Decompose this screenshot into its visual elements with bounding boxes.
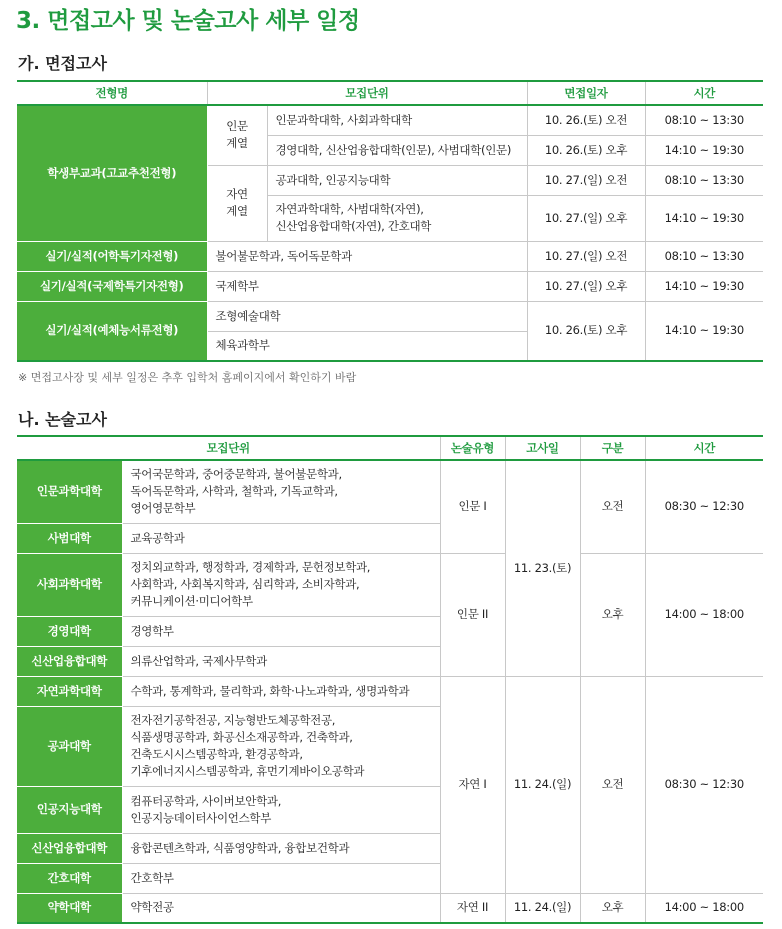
type-cell: 실기/실적(예체능서류전형) <box>17 301 207 361</box>
session-cell: 오후 <box>580 893 645 923</box>
header-cell: 논술유형 <box>440 436 505 460</box>
time-cell: 14:00 ~ 18:00 <box>645 553 763 676</box>
college-cell: 공과대학 <box>17 706 122 786</box>
table-row <box>17 105 763 135</box>
exam-date-cell: 11. 24.(일) <box>505 676 580 893</box>
date-cell: 10. 26.(토) 오후 <box>527 301 645 361</box>
time-cell: 08:30 ~ 12:30 <box>645 676 763 893</box>
college-cell: 사회과학대학 <box>17 553 122 616</box>
type-cell: 실기/실적(국제학특기자전형) <box>17 271 207 301</box>
units-cell: 경영대학, 신산업융합대학(인문), 사범대학(인문) <box>267 135 527 165</box>
time-cell: 08:30 ~ 12:30 <box>645 460 763 553</box>
units-cell: 공과대학, 인공지능대학 <box>267 165 527 195</box>
units-cell: 교육공학과 <box>122 523 440 553</box>
units-cell: 의류산업학과, 국제사무학과 <box>122 646 440 676</box>
exam-date-cell: 11. 23.(토) <box>505 460 580 676</box>
college-cell: 신산업융합대학 <box>17 646 122 676</box>
table-row <box>17 271 763 301</box>
header-cell: 고사일 <box>505 436 580 460</box>
time-cell: 14:00 ~ 18:00 <box>645 893 763 923</box>
essay-type-cell: 자연 II <box>440 893 505 923</box>
essay-table <box>17 435 763 924</box>
table-header-row <box>17 436 763 460</box>
time-cell: 08:10 ~ 13:30 <box>645 165 763 195</box>
college-cell: 약학대학 <box>17 893 122 923</box>
type-cell: 실기/실적(어학특기자전형) <box>17 241 207 271</box>
table-row <box>17 301 763 331</box>
essay-title: 나. 논술고사 <box>18 410 107 429</box>
college-cell: 경영대학 <box>17 616 122 646</box>
units-cell: 전자전기공학전공, 지능형반도체공학전공, 식품생명공학과, 화공신소재공학과, 건축학과, 건축도시시스템공학과, 환경공학과, 기후에너지시스템공학과, 휴먼기계바이오공학과 <box>122 706 440 786</box>
header-cell: 모집단위 <box>17 436 440 460</box>
units-cell: 컴퓨터공학과, 사이버보안학과, 인공지능데이터사이언스학부 <box>122 786 440 833</box>
time-cell: 14:10 ~ 19:30 <box>645 271 763 301</box>
header-cell: 시간 <box>645 436 763 460</box>
type-cell: 학생부교과(고교추천전형) <box>17 105 207 241</box>
time-cell: 08:10 ~ 13:30 <box>645 105 763 135</box>
group-cell: 자연 계열 <box>207 165 267 241</box>
essay-type-cell: 인문 II <box>440 553 505 676</box>
interview-title: 가. 면접고사 <box>18 54 107 73</box>
header-cell: 모집단위 <box>207 81 527 105</box>
interview-note: ※ 면접고사장 및 세부 일정은 추후 입학처 홈페이지에서 확인하기 바람 <box>18 371 357 384</box>
header-cell: 면접일자 <box>527 81 645 105</box>
units-cell: 융합콘텐츠학과, 식품영양학과, 융합보건학과 <box>122 833 440 863</box>
session-cell: 오후 <box>580 553 645 676</box>
units-cell: 불어불문학과, 독어독문학과 <box>207 241 527 271</box>
time-cell: 08:10 ~ 13:30 <box>645 241 763 271</box>
essay-type-cell: 자연 I <box>440 676 505 893</box>
session-cell: 오전 <box>580 460 645 553</box>
college-cell: 사범대학 <box>17 523 122 553</box>
units-cell: 자연과학대학, 사범대학(자연), 신산업융합대학(자연), 간호대학 <box>267 195 527 241</box>
table-row <box>17 460 763 523</box>
college-cell: 인공지능대학 <box>17 786 122 833</box>
table-header-row <box>17 81 763 105</box>
units-cell: 국어국문학과, 중어중문학과, 불어불문학과, 독어독문학과, 사학과, 철학과, 기독교학과, 영어영문학부 <box>122 460 440 523</box>
college-cell: 간호대학 <box>17 863 122 893</box>
session-cell: 오전 <box>580 676 645 893</box>
interview-table <box>17 80 763 362</box>
table-row <box>17 893 763 923</box>
time-cell: 14:10 ~ 19:30 <box>645 301 763 361</box>
table-row <box>17 676 763 706</box>
units-cell: 정치외교학과, 행정학과, 경제학과, 문헌정보학과, 사회학과, 사회복지학과, 심리학과, 소비자학과, 커뮤니케이션·미디어학부 <box>122 553 440 616</box>
section-title: 3. 면접고사 및 논술고사 세부 일정 <box>16 8 360 34</box>
units-cell: 약학전공 <box>122 893 440 923</box>
date-cell: 10. 26.(토) 오전 <box>527 105 645 135</box>
date-cell: 10. 27.(일) 오후 <box>527 271 645 301</box>
college-cell: 신산업융합대학 <box>17 833 122 863</box>
essay-type-cell: 인문 I <box>440 460 505 553</box>
header-cell: 구분 <box>580 436 645 460</box>
date-cell: 10. 26.(토) 오후 <box>527 135 645 165</box>
table-row <box>17 241 763 271</box>
units-cell: 경영학부 <box>122 616 440 646</box>
units-cell: 체육과학부 <box>207 331 527 361</box>
time-cell: 14:10 ~ 19:30 <box>645 135 763 165</box>
college-cell: 자연과학대학 <box>17 676 122 706</box>
time-cell: 14:10 ~ 19:30 <box>645 195 763 241</box>
units-cell: 조형예술대학 <box>207 301 527 331</box>
date-cell: 10. 27.(일) 오전 <box>527 165 645 195</box>
units-cell: 수학과, 통계학과, 물리학과, 화학·나노과학과, 생명과학과 <box>122 676 440 706</box>
units-cell: 국제학부 <box>207 271 527 301</box>
header-cell: 전형명 <box>17 81 207 105</box>
exam-date-cell: 11. 24.(일) <box>505 893 580 923</box>
group-cell: 인문 계열 <box>207 105 267 165</box>
units-cell: 간호학부 <box>122 863 440 893</box>
units-cell: 인문과학대학, 사회과학대학 <box>267 105 527 135</box>
college-cell: 인문과학대학 <box>17 460 122 523</box>
header-cell: 시간 <box>645 81 763 105</box>
table-row <box>17 553 763 616</box>
date-cell: 10. 27.(일) 오전 <box>527 241 645 271</box>
date-cell: 10. 27.(일) 오후 <box>527 195 645 241</box>
